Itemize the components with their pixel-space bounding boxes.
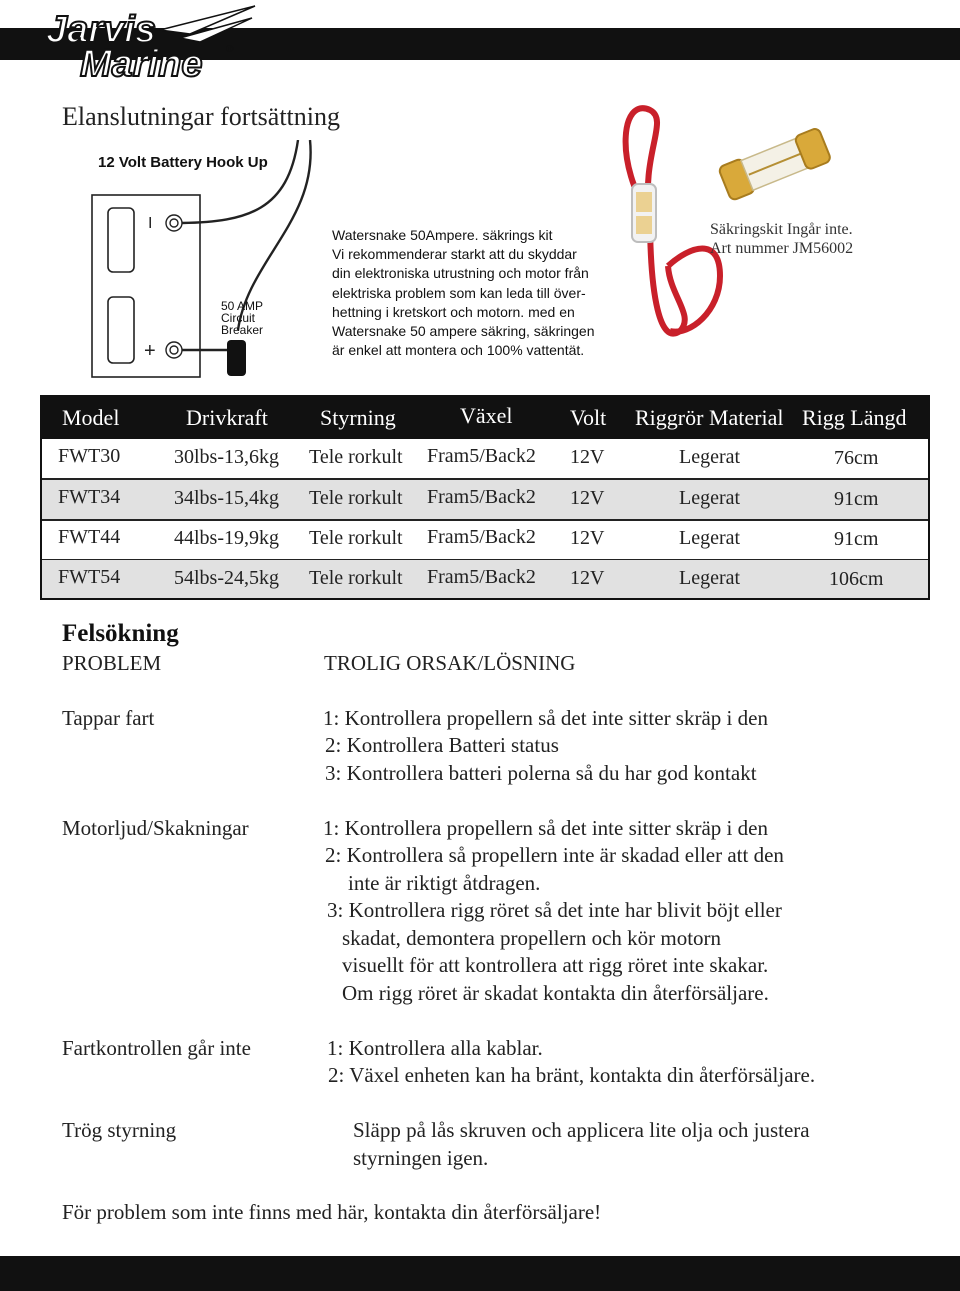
troubleshooting-title: Felsökning (62, 620, 179, 647)
problem-label: Trög styrning (62, 1118, 177, 1142)
fuse-kit-note: Säkringskit Ingår inte. Art nummer JM56002 (710, 221, 854, 257)
solution-line: 1: Kontrollera alla kablar. (327, 1036, 543, 1060)
column-solution: TROLIG ORSAK/LÖSNING (324, 651, 576, 675)
battery-diagram (88, 140, 318, 385)
solution-line: 3: Kontrollera rigg röret så det inte har blivit böjt eller (327, 898, 782, 922)
solution-line: Om rigg röret är skadat kontakta din återförsäljare. (342, 981, 769, 1005)
footer-bar (0, 1256, 960, 1291)
logo-line1: Jarvis (46, 9, 156, 51)
solution-line: visuellt för att kontrollera att rigg röret inte skakar. (342, 953, 769, 977)
solution-line: 1: Kontrollera propellern så det inte sitter skräp i den (323, 816, 768, 840)
header-drivkraft: Drivkraft (186, 405, 268, 430)
solution-line: 2: Växel enheten kan ha bränt, kontakta din återförsäljare. (328, 1063, 816, 1087)
watersnake-description: Watersnake 50Ampere. säkrings kit Vi rekommenderar starkt att du skyddar din elektroniska utrustning och motor från elektriska problem som kan leda till över- hettning i kretskort och motorn. med en Watersnake 50 ampere säkring, säkringen är enkel att montera och 100% vattentät. (332, 227, 595, 359)
table-row: FWT54 54lbs-24,5kg Tele rorkult Fram5/Back2 12V Legerat 106cm (42, 560, 928, 598)
problem-label: Tappar fart (62, 706, 155, 730)
header-vaxel: Växel (460, 403, 513, 428)
registered-mark: ® (226, 44, 234, 55)
spec-table-header (42, 397, 928, 439)
hookup-title: 12 Volt Battery Hook Up (98, 154, 268, 171)
solution-line: 2: Kontrollera Batteri status (325, 733, 559, 757)
table-row: FWT44 44lbs-19,9kg Tele rorkult Fram5/Back2 12V Legerat 91cm (42, 520, 928, 561)
problem-label: Motorljud/Skakningar (62, 816, 249, 840)
spec-table (40, 395, 930, 600)
positive-symbol: + (144, 340, 156, 362)
problem-label: Fartkontrollen går inte (62, 1036, 251, 1060)
solution-line: Släpp på lås skruven och applicera lite olja och justera (353, 1118, 810, 1142)
negative-symbol: I (148, 215, 153, 232)
solution-line: inte är riktigt åtdragen. (348, 871, 541, 895)
header-model: Model (62, 405, 120, 430)
jarvis-marine-logo (40, 0, 270, 82)
solution-line: styrningen igen. (353, 1146, 489, 1170)
solution-line: 1: Kontrollera propellern så det inte sitter skräp i den (323, 706, 768, 730)
troubleshooting-footer: För problem som inte finns med här, kontakta din återförsäljare! (62, 1200, 602, 1224)
circuit-breaker-label: 50 AMP Circuit Breaker (221, 299, 264, 337)
header-styrning: Styrning (320, 405, 396, 430)
solution-line: 2: Kontrollera så propellern inte är skadad eller att den (325, 843, 784, 867)
table-row: FWT34 34lbs-15,4kg Tele rorkult Fram5/Back2 12V Legerat 91cm (42, 480, 928, 521)
column-problem: PROBLEM (62, 651, 162, 675)
solution-line: skadat, demontera propellern och kör motorn (342, 926, 722, 950)
table-row: FWT30 30lbs-13,6kg Tele rorkult Fram5/Back2 12V Legerat 76cm (42, 439, 928, 480)
header-riggror-material: Riggrör Material (635, 405, 784, 430)
header-rigg-langd: Rigg Längd (802, 405, 907, 430)
solution-line: 3: Kontrollera batteri polerna så du har god kontakt (325, 761, 757, 785)
page-title: Elanslutningar fortsättning (62, 102, 341, 131)
logo-line2: Marine (80, 43, 203, 82)
header-volt: Volt (570, 405, 607, 430)
